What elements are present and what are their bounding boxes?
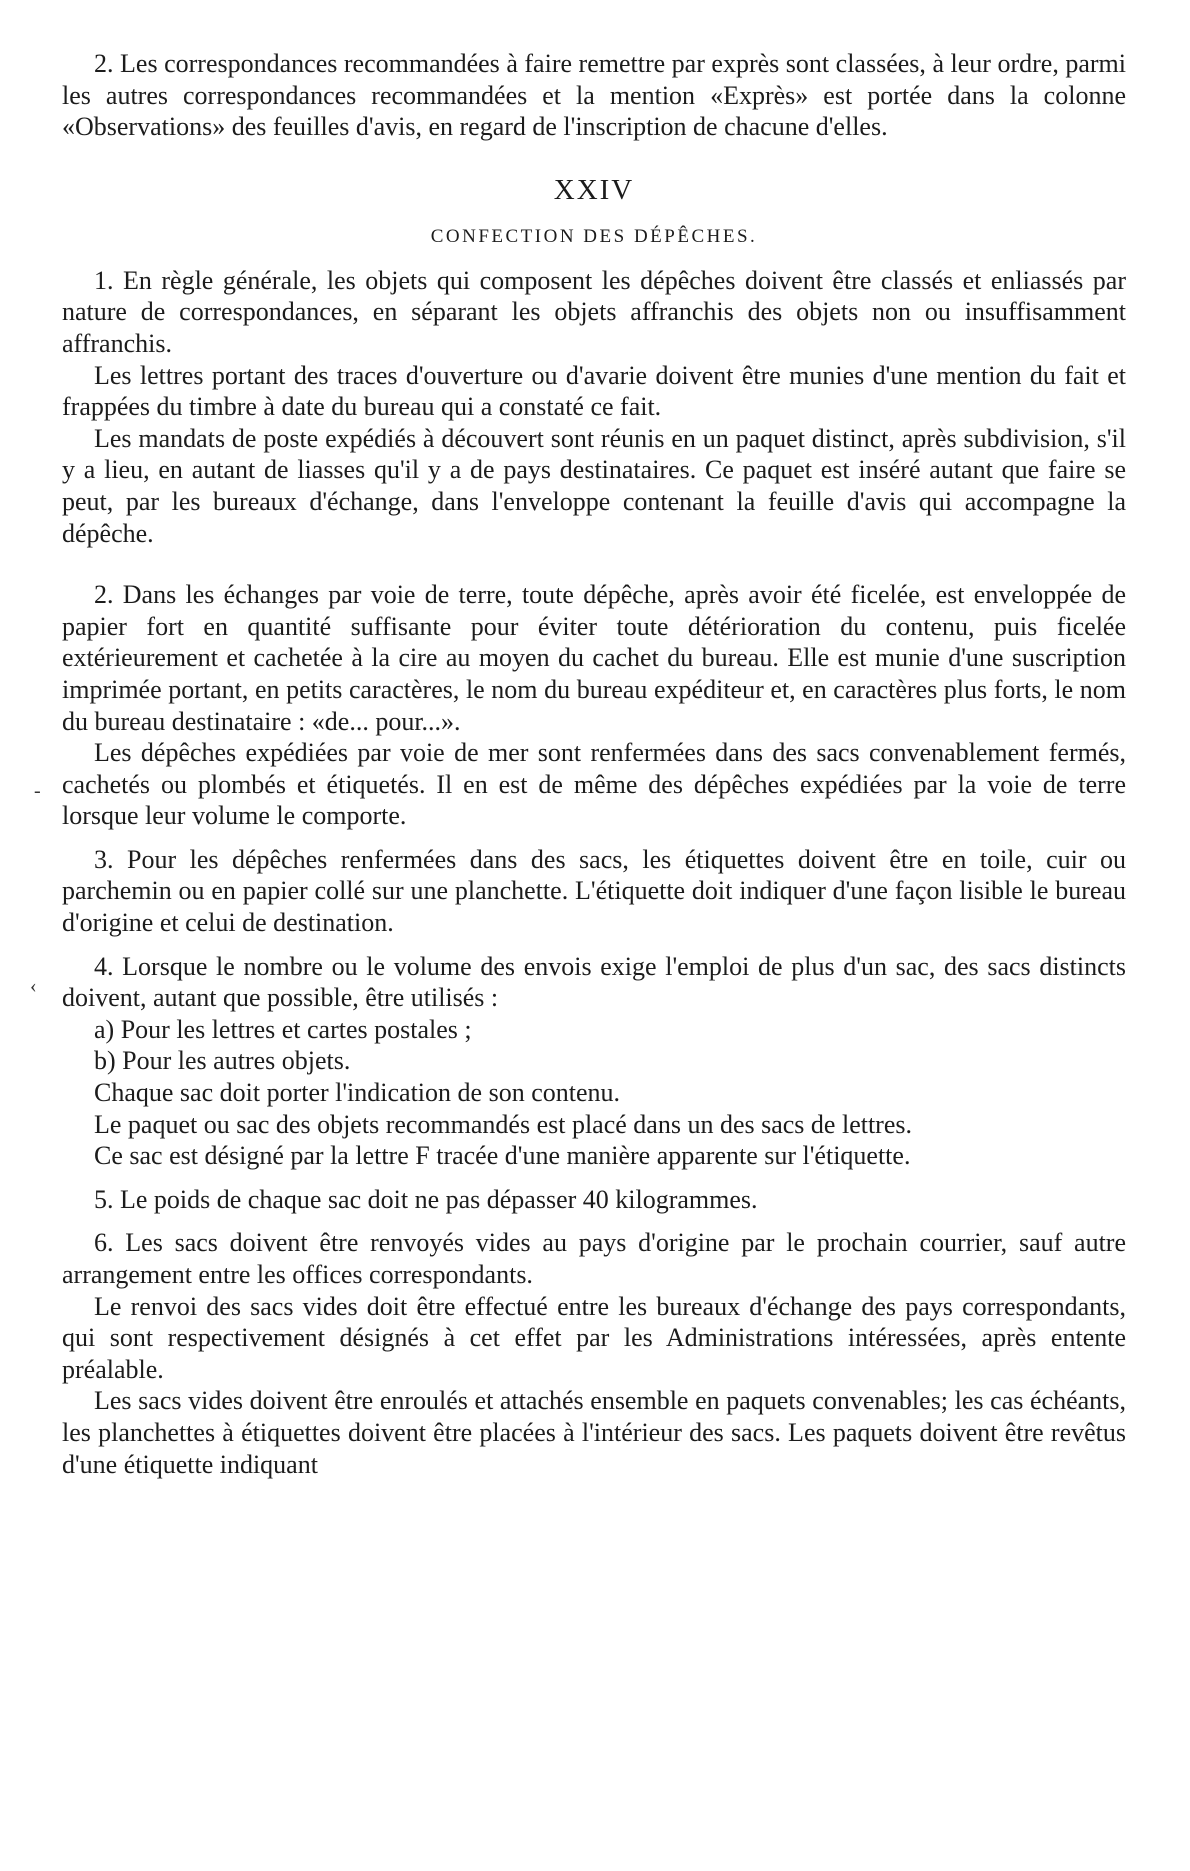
paragraph-5-poids: 5. Le poids de chaque sac doit ne pas dépasser 40 kilogrammes. xyxy=(94,1184,758,1214)
list-item-a: a) Pour les lettres et cartes postales ; xyxy=(94,1014,472,1044)
list-item-b: b) Pour les autres objets. xyxy=(94,1046,351,1076)
paragraph-mandats: Les mandats de poste expédiés à découvert sont réunis en un paquet distinct, après subdivision, s'il y a lieu, en autant de liasses qu'il y a de pays destinataires. Ce paquet est inséré autant que faire se peut, par les bureaux d'échange, dans l'enveloppe contenant la feuille d'avis qui accompagne la dépêche. xyxy=(62,423,1126,548)
paragraph-renvoi-bureaux: Le renvoi des sacs vides doit être effectué entre les bureaux d'échange des pays correspondants, qui sont respectivement désignés à cet effet par les Administrations intéressées, après entente préalable. xyxy=(62,1291,1126,1384)
section-title: CONFECTION DES DÉPÊCHES. xyxy=(430,225,758,247)
paragraph-voie-mer: Les dépêches expédiées par voie de mer sont renfermées dans des sacs convenablement fermés, cachetés ou plombés et étiquetés. Il en est de même des dépêches expédiées par la voie de terre lorsque leur volume le comporte. xyxy=(62,738,1126,831)
section-number: XXIV xyxy=(553,173,635,206)
paragraph-3-etiquettes: 3. Pour les dépêches renfermées dans des sacs, les étiquettes doivent être en toile, cuir ou parchemin ou en papier collé sur une planchette. L'étiquette doit indiquer d'une façon lisible le bureau d'origine et celui de destination. xyxy=(62,844,1126,938)
paragraph-6-renvoi-sacs: 6. Les sacs doivent être renvoyés vides au pays d'origine par le prochain courrier, sauf autre arrangement entre les offices correspondants. xyxy=(62,1228,1126,1289)
paragraph-sacs-vides: Les sacs vides doivent être enroulés et attachés ensemble en paquets convenables; les cas échéants, les planchettes à étiquettes doivent être placées à l'intérieur des sacs. Les paquets doivent être revêtus d'une étiquette indiquant xyxy=(62,1386,1126,1479)
margin-mark: ‹ xyxy=(30,975,37,997)
paragraph-4-sacs-distincts: 4. Lorsque le nombre ou le volume des envois exige l'emploi de plus d'un sac, des sacs distincts doivent, autant que possible, être utilisés : xyxy=(62,951,1126,1013)
paragraph-indication-contenu: Chaque sac doit porter l'indication de son contenu. xyxy=(94,1078,620,1108)
paragraph-1-classement: 1. En règle générale, les objets qui composent les dépêches doivent être classés et enliassés par nature de correspondances, en séparant les objets affranchis des objets non ou insuffisamment affranchis. xyxy=(62,265,1126,358)
paragraph-lettres-ouverture: Les lettres portant des traces d'ouverture ou d'avarie doivent être munies d'une mention du fait et frappées du timbre à date du bureau qui a constaté ce fait. xyxy=(62,360,1126,422)
paragraph-2-express: 2. Les correspondances recommandées à faire remettre par exprès sont classées, à leur ordre, parmi les autres correspondances recommandées et la mention «Exprès» est portée dans la colonne «Observations» des feuilles d'avis, en regard de l'inscription de chacune d'elles. xyxy=(62,49,1126,142)
paragraph-2-voie-terre: 2. Dans les échanges par voie de terre, toute dépêche, après avoir été ficelée, est enveloppée de papier fort en quantité suffisante pour éviter toute détérioration du contenu, puis ficelée extérieurement et cachetée à la cire au moyen du cachet du bureau. Elle est munie d'une suscription imprimée portant, en petits caractères, le nom du bureau expéditeur et, en caractères plus forts, le nom du bureau destinataire : «de... pour...». xyxy=(62,580,1126,736)
paragraph-lettre-f: Ce sac est désigné par la lettre F tracée d'une manière apparente sur l'étiquette. xyxy=(94,1141,911,1171)
paragraph-objets-recommandes: Le paquet ou sac des objets recommandés est placé dans un des sacs de lettres. xyxy=(94,1109,912,1139)
margin-mark: - xyxy=(34,780,41,802)
